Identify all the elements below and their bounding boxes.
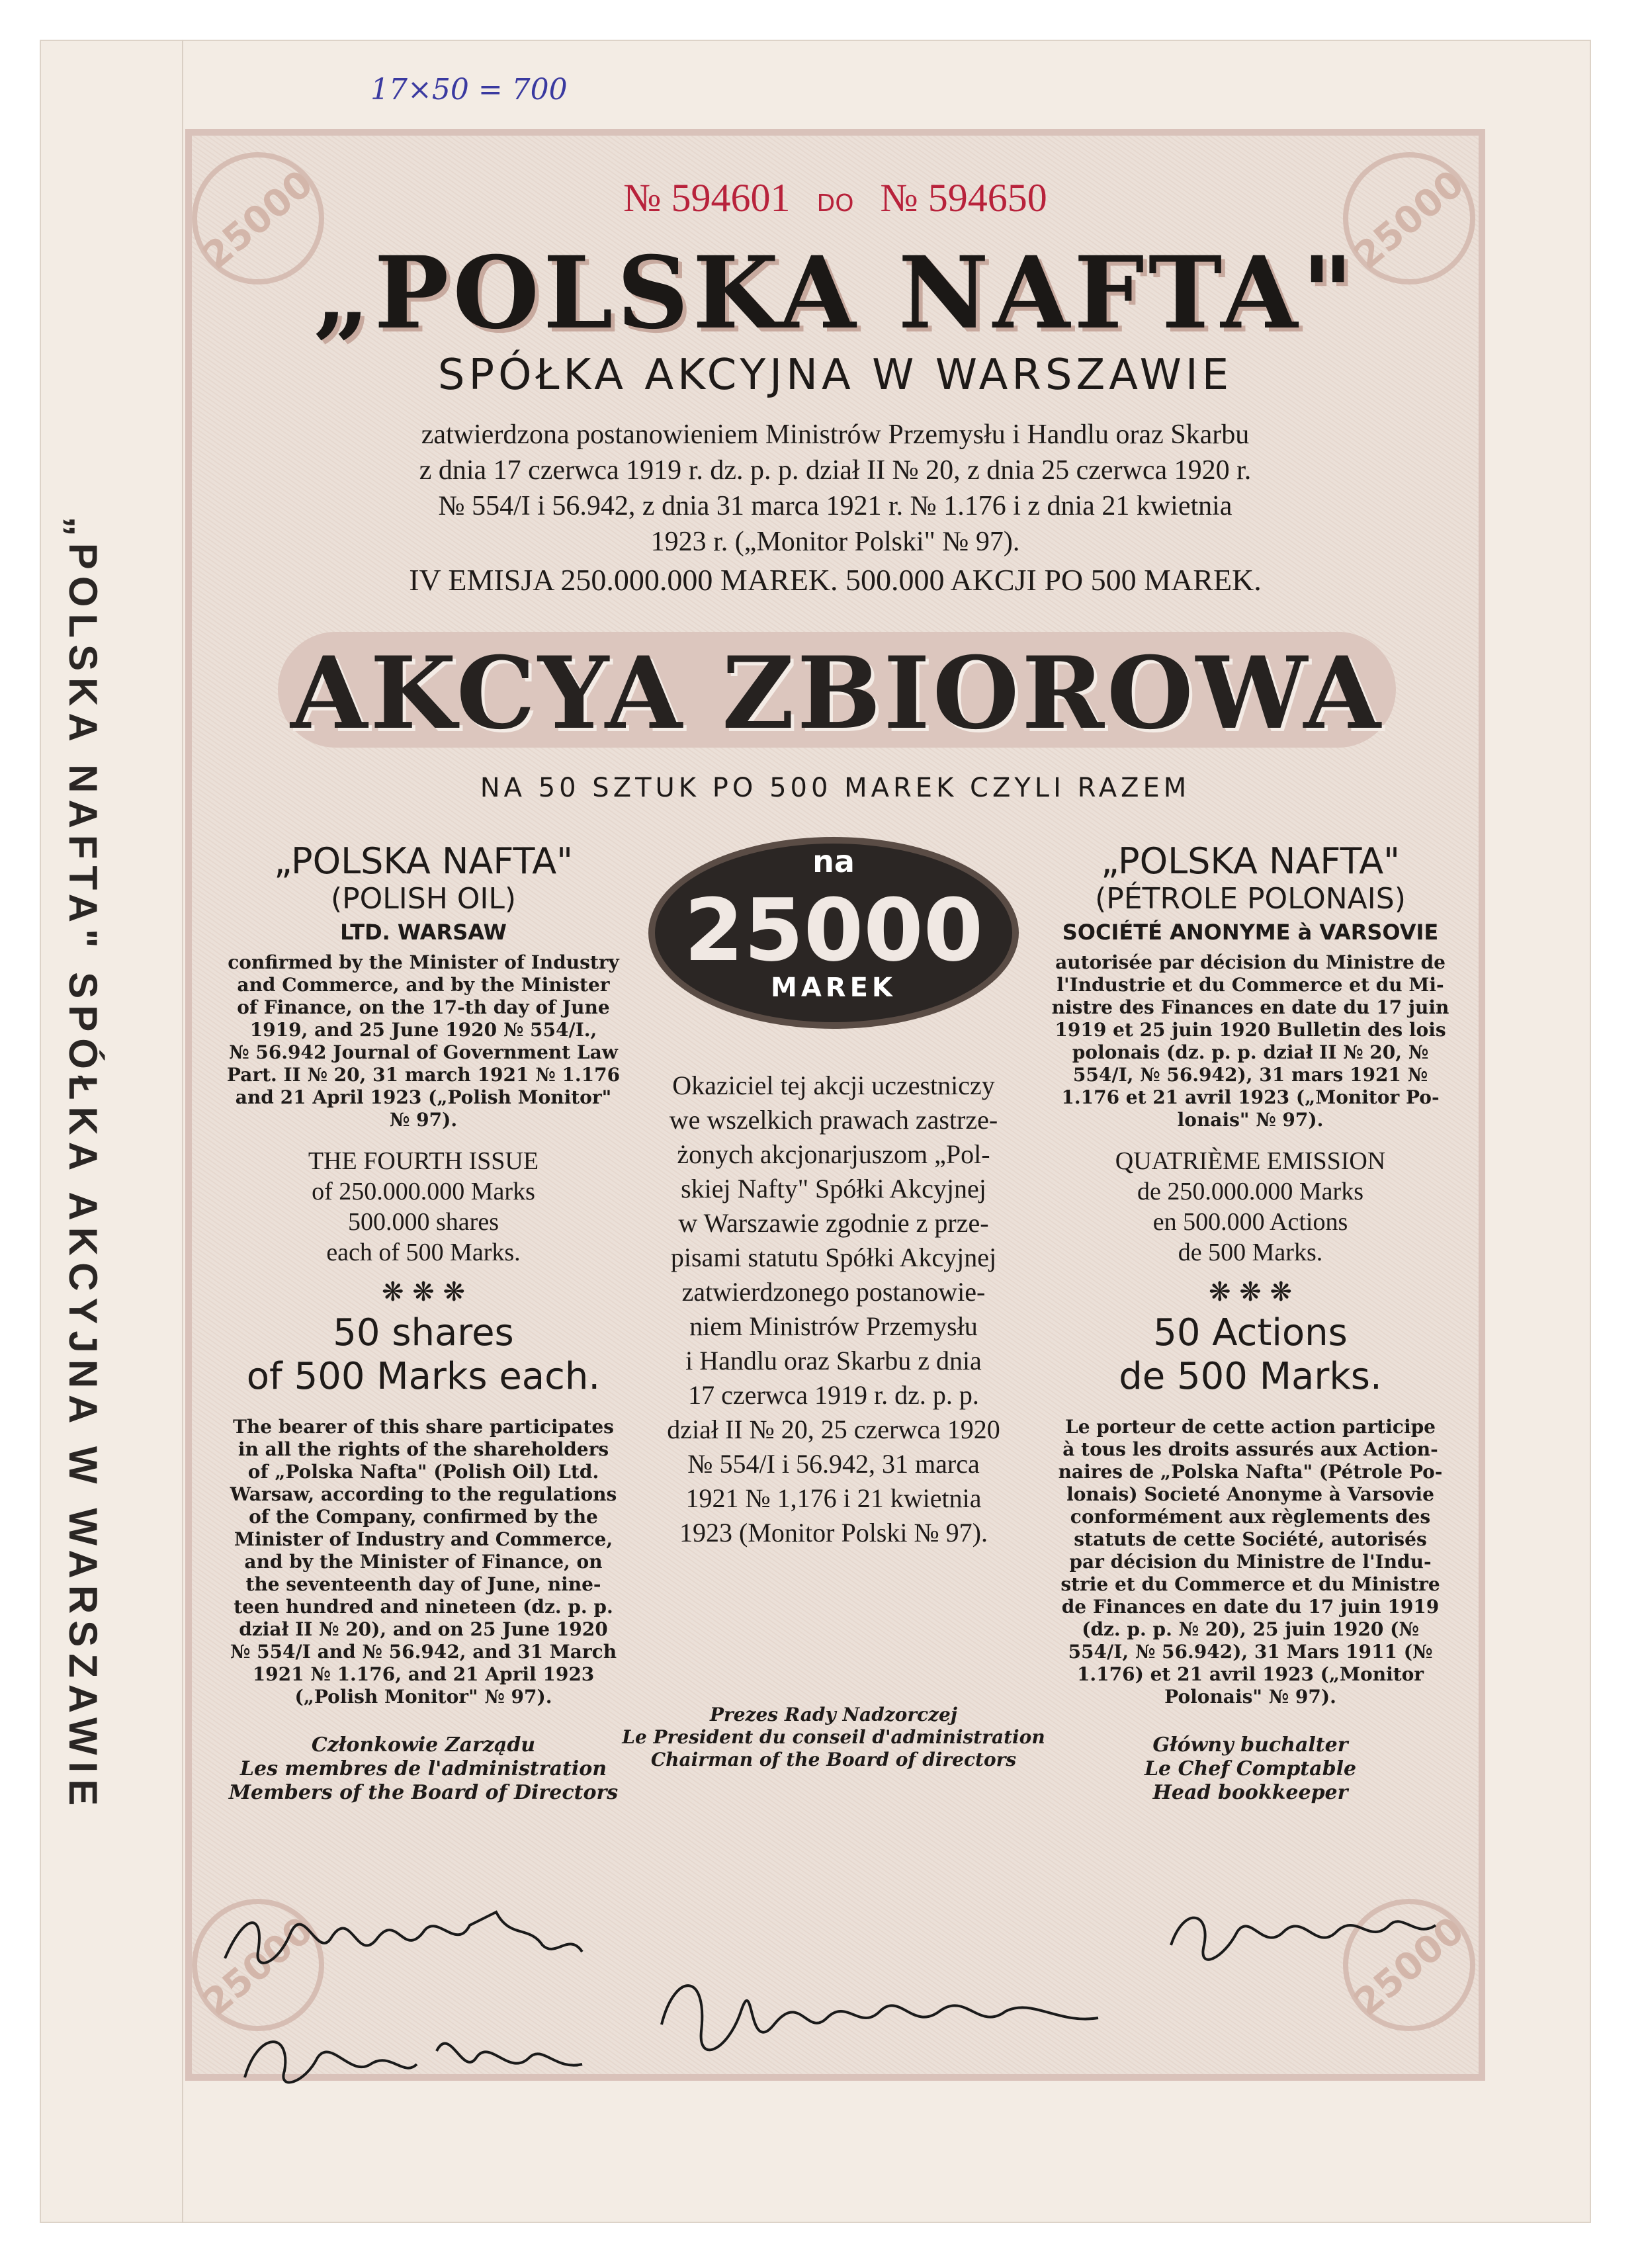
approval-line: zatwierdzona postanowieniem Ministrów Przemysłu i Handlu oraz Skarbu xyxy=(421,419,1250,450)
left-confirm-line: Part. II № 20, 31 march 1921 № 1.176 xyxy=(226,1064,621,1086)
right-bearer-line: (dz. p. p. № 20), 25 juin 1920 (№ xyxy=(1082,1618,1419,1640)
signature-bookkeeper xyxy=(1164,1879,1442,1978)
right-subtitle: (PÉTROLE POLONAIS) xyxy=(1095,882,1406,916)
middle-sign-line: Prezes Rady Nadzorczej xyxy=(709,1704,958,1725)
right-confirm-line: lonais" № 97). xyxy=(1177,1109,1324,1131)
left-bearer-line: Minister of Industry and Commerce, xyxy=(234,1528,613,1550)
left-bearer-line: in all the rights of the shareholders xyxy=(238,1438,609,1460)
left-subtitle: (POLISH OIL) xyxy=(330,882,517,916)
sheet-fold-line xyxy=(182,40,183,2223)
left-confirm-line: № 97). xyxy=(389,1109,458,1131)
middle-text-line: żonych akcjonarjuszom „Pol- xyxy=(677,1139,990,1169)
left-issue-line: each of 500 Marks. xyxy=(326,1239,521,1266)
serial-numbers xyxy=(185,175,1485,221)
middle-signatory-title xyxy=(622,1704,1045,1771)
serial-from: № 594601 xyxy=(623,176,791,220)
right-bearer-line: 554/I, № 56.942), 31 Mars 1911 (№ xyxy=(1068,1641,1433,1663)
right-bearer-line: lonais) Societé Anonyme à Varsovie xyxy=(1066,1483,1434,1505)
right-bearer-line: Le porteur de cette action participe xyxy=(1065,1416,1436,1438)
right-confirm-line: 1919 et 25 juin 1920 Bulletin des lois xyxy=(1055,1019,1446,1041)
left-bearer xyxy=(218,1416,628,1708)
vertical-stub-text: „POLSKA NAFTA" SPÓŁKA AKCYJNA W WARSZAWIE xyxy=(61,516,105,1813)
right-confirm-line: nistre des Finances en date du 17 juin xyxy=(1051,996,1449,1018)
right-issue xyxy=(1039,1146,1462,1268)
right-confirm-line: 554/I, № 56.942), 31 mars 1921 № xyxy=(1072,1064,1428,1086)
left-confirm-line: confirmed by the Minister of Industry xyxy=(228,951,619,973)
middle-text-line: skiej Nafty" Spółki Akcyjnej xyxy=(681,1174,986,1203)
left-bearer-line: („Polish Monitor" № 97). xyxy=(294,1686,552,1708)
emblem-na: na xyxy=(812,844,855,879)
right-big-line: 50 Actions xyxy=(1153,1311,1348,1354)
shares-count-line: NA 50 SZTUK PO 500 MAREK CZYLI RAZEM xyxy=(480,773,1191,803)
left-bearer-line: and by the Minister of Finance, on xyxy=(244,1551,603,1573)
left-bearer-line: the seventeenth day of June, nine- xyxy=(245,1573,601,1595)
approval-line: z dnia 17 czerwca 1919 r. dz. p. p. dział II № 20, z dnia 25 czerwca 1920 r. xyxy=(419,455,1252,486)
left-bearer-line: The bearer of this share participates xyxy=(233,1416,614,1438)
right-bearer-line: naires de „Polska Nafta" (Pétrole Po- xyxy=(1058,1461,1443,1483)
right-ltd: SOCIÉTÉ ANONYME à VARSOVIE xyxy=(1062,920,1439,945)
corner-ornament-top-right: 25000 xyxy=(1343,152,1475,284)
right-big-line: de 500 Marks. xyxy=(1119,1355,1382,1398)
right-bearer-line: de Finances en date du 17 juin 1919 xyxy=(1061,1596,1440,1618)
left-sign-line: Les membres de l'administration xyxy=(239,1757,607,1780)
left-confirm-line: and 21 April 1923 („Polish Monitor" xyxy=(235,1086,612,1108)
right-ornament: ❋ ❋ ❋ xyxy=(1209,1277,1292,1307)
right-bearer-line: conformément aux règlements des xyxy=(1070,1506,1431,1528)
signature-chairman xyxy=(648,1945,1125,2077)
left-big xyxy=(218,1311,628,1399)
handwritten-note: 17×50 = 700 xyxy=(370,73,568,107)
right-issue-line: de 250.000.000 Marks xyxy=(1137,1178,1363,1205)
corner-ornament-top-left: 25000 xyxy=(192,152,324,284)
left-big-line: 50 shares xyxy=(333,1311,514,1354)
middle-text-line: № 554/I i 56.942, 31 marca xyxy=(687,1449,980,1479)
right-sign-line: Le Chef Comptable xyxy=(1144,1757,1357,1780)
left-column xyxy=(218,840,628,1805)
left-issue xyxy=(218,1146,628,1268)
corner-ornament-bottom-left: 25000 xyxy=(192,1899,324,2031)
middle-sign-line: Le President du conseil d'administration xyxy=(622,1726,1045,1748)
right-bearer-line: statuts de cette Société, autorisés xyxy=(1074,1528,1427,1550)
right-confirm-line: 1.176 et 21 avril 1923 („Monitor Po- xyxy=(1061,1086,1440,1108)
banner-title: AKCYA ZBIOROWA xyxy=(290,635,1383,752)
company-title: „POLSKA NAFTA" xyxy=(313,235,1358,351)
approval-text xyxy=(251,417,1419,560)
serial-separator: DO xyxy=(816,190,854,217)
left-bearer-line: of „Polska Nafta" (Polish Oil) Ltd. xyxy=(247,1461,599,1483)
middle-text-line: zatwierdzonego postanowie- xyxy=(681,1277,986,1307)
middle-text-line: niem Ministrów Przemysłu xyxy=(689,1311,978,1341)
right-confirm-line: polonais (dz. p. p. dział II № 20, № xyxy=(1072,1041,1429,1063)
right-confirm xyxy=(1039,951,1462,1131)
emblem-value: 25000 xyxy=(683,880,984,981)
serial-to: № 594650 xyxy=(880,176,1047,220)
left-ornament: ❋ ❋ ❋ xyxy=(382,1277,465,1307)
approval-line: 1923 r. („Monitor Polski" № 97). xyxy=(650,527,1020,557)
left-sign-line: Członkowie Zarządu xyxy=(311,1733,536,1757)
middle-text-line: 1921 № 1,176 i 21 kwietnia xyxy=(685,1483,982,1513)
right-bearer-line: 1.176) et 21 avril 1923 („Monitor xyxy=(1076,1663,1424,1685)
left-ltd: LTD. WARSAW xyxy=(340,920,507,945)
middle-text-line: pisami statutu Spółki Akcyjnej xyxy=(670,1243,997,1272)
left-confirm-line: № 56.942 Journal of Government Law xyxy=(229,1041,618,1063)
right-big xyxy=(1039,1311,1462,1399)
emission-line: IV EMISJA 250.000.000 MAREK. 500.000 AKCJI PO 500 MAREK. xyxy=(409,563,1262,597)
right-issue-line: QUATRIÈME EMISSION xyxy=(1115,1147,1386,1175)
right-title: „POLSKA NAFTA" xyxy=(1100,840,1401,882)
left-bearer-line: 1921 № 1.176, and 21 April 1923 xyxy=(252,1663,595,1685)
left-signatory-title xyxy=(218,1733,628,1805)
emblem-currency: MAREK xyxy=(771,973,896,1003)
right-column xyxy=(1039,840,1462,1805)
left-sign-line: Members of the Board of Directors xyxy=(228,1781,619,1804)
corner-ornament-bottom-right: 25000 xyxy=(1343,1899,1475,2031)
right-issue-line: en 500.000 Actions xyxy=(1152,1208,1348,1236)
right-issue-line: de 500 Marks. xyxy=(1178,1239,1323,1266)
left-title: „POLSKA NAFTA" xyxy=(273,840,574,882)
right-confirm-line: l'Industrie et du Commerce et du Mi- xyxy=(1057,974,1444,996)
middle-text-line: i Handlu oraz Skarbu z dnia xyxy=(685,1346,982,1375)
right-signatory-title xyxy=(1039,1733,1462,1805)
right-confirm-line: autorisée par décision du Ministre de xyxy=(1055,951,1446,973)
left-confirm-line: and Commerce, and by the Minister xyxy=(237,974,610,996)
middle-text-line: w Warszawie zgodnie z prze- xyxy=(678,1208,989,1238)
signature-director-1 xyxy=(218,1886,589,1985)
right-bearer-line: Polonais" № 97). xyxy=(1164,1686,1336,1708)
left-confirm-line: of Finance, on the 17-th day of June xyxy=(237,996,610,1018)
right-bearer-line: à tous les droits assurés aux Action- xyxy=(1062,1438,1438,1460)
left-bearer-line: of the Company, confirmed by the xyxy=(249,1506,598,1528)
middle-text-line: we wszelkich prawach zastrze- xyxy=(669,1105,998,1135)
right-bearer-line: strie et du Commerce et du Ministre xyxy=(1060,1573,1440,1595)
middle-text-line: 1923 (Monitor Polski № 97). xyxy=(679,1518,988,1548)
right-sign-line: Head bookkeeper xyxy=(1152,1781,1348,1804)
left-issue-line: THE FOURTH ISSUE xyxy=(308,1147,539,1175)
middle-text-line: 17 czerwca 1919 r. dz. p. p. xyxy=(688,1380,979,1410)
right-bearer xyxy=(1039,1416,1462,1708)
right-bearer-line: par décision du Ministre de l'Indu- xyxy=(1069,1551,1432,1573)
middle-text-line: dział II № 20, 25 czerwca 1920 xyxy=(667,1415,1000,1444)
company-subtitle: SPÓŁKA AKCYJNA W WARSZAWIE xyxy=(437,351,1233,400)
left-issue-line: 500.000 shares xyxy=(348,1208,499,1236)
approval-line: № 554/I i 56.942, z dnia 31 marca 1921 r. № 1.176 i z dnia 21 kwietnia xyxy=(438,491,1232,521)
left-issue-line: of 250.000.000 Marks xyxy=(312,1178,535,1205)
left-bearer-line: dział II № 20), and on 25 June 1920 xyxy=(239,1618,608,1640)
left-bearer-line: № 554/I and № 56.942, and 31 March xyxy=(230,1641,617,1663)
left-confirm-line: 1919, and 25 June 1920 № 554/I., xyxy=(249,1019,597,1041)
left-bearer-line: Warsaw, according to the regulations xyxy=(230,1483,617,1505)
left-bearer-line: teen hundred and nineteen (dz. p. p. xyxy=(234,1596,613,1618)
left-big-line: of 500 Marks each. xyxy=(246,1355,601,1398)
middle-text xyxy=(645,1069,1022,1550)
signature-director-2 xyxy=(238,2011,609,2104)
middle-text-line: Okaziciel tej akcji uczestniczy xyxy=(672,1070,995,1100)
right-sign-line: Główny buchalter xyxy=(1152,1733,1348,1757)
left-confirm xyxy=(218,951,628,1131)
middle-sign-line: Chairman of the Board of directors xyxy=(650,1749,1017,1770)
